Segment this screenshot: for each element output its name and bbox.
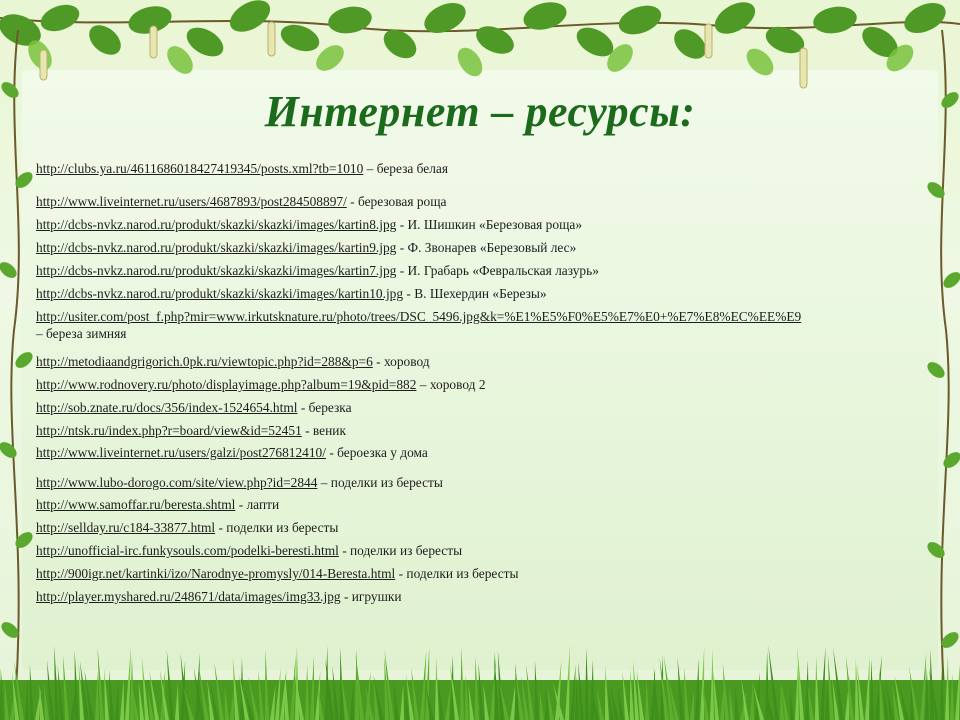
list-item: [36, 496, 279, 513]
list-item: [36, 262, 599, 279]
resource-description: - лапти: [235, 497, 280, 512]
resource-description: – поделки из бересты: [317, 475, 443, 490]
resource-description: - И. Шишкин «Березовая роща»: [396, 217, 583, 232]
resource-description: - В. Шехердин «Березы»: [403, 286, 547, 301]
resource-link[interactable]: http://dcbs-nvkz.narod.ru/produkt/skazki/skazki/images/kartin8.jpg: [36, 217, 397, 232]
resource-description: - поделки из бересты: [215, 520, 339, 535]
resource-link[interactable]: http://dcbs-nvkz.narod.ru/produkt/skazki/skazki/images/kartin7.jpg: [36, 263, 397, 278]
resource-description: – береза зимняя: [36, 326, 127, 341]
list-item: [36, 239, 576, 256]
grass-decoration: [0, 630, 960, 720]
resource-link[interactable]: http://dcbs-nvkz.narod.ru/produkt/skazki/skazki/images/kartin9.jpg: [36, 240, 397, 255]
resource-link[interactable]: http://dcbs-nvkz.narod.ru/produkt/skazki/skazki/images/kartin10.jpg: [36, 286, 404, 301]
resource-link[interactable]: http://unofficial-irc.funkysouls.com/podelki-beresti.html: [36, 543, 339, 558]
list-item: [36, 399, 352, 416]
resource-link[interactable]: http://www.samoffar.ru/beresta.shtml: [36, 497, 236, 512]
resource-description: - березовая роща: [346, 194, 447, 209]
list-item: [36, 216, 582, 233]
resource-description: - веник: [301, 423, 346, 438]
list-item: [36, 444, 428, 461]
resource-description: - Ф. Звонарев «Березовый лес»: [396, 240, 577, 255]
page-title: Интернет – ресурсы:: [264, 87, 696, 136]
resource-link[interactable]: http://www.rodnovery.ru/photo/displayimage.php?album=19&pid=882: [36, 377, 417, 392]
list-item: [36, 376, 486, 393]
list-item: [36, 519, 338, 536]
list-item: [36, 474, 443, 491]
resource-link[interactable]: http://clubs.ya.ru/4611686018427419345/posts.xml?tb=1010: [36, 161, 364, 176]
resource-link[interactable]: http://metodiaandgrigorich.0pk.ru/viewtopic.php?id=288&p=6: [36, 354, 373, 369]
resource-link[interactable]: http://www.lubo-dorogo.com/site/view.php?id=2844: [36, 475, 318, 490]
resource-link[interactable]: http://sob.znate.ru/docs/356/index-1524654.html: [36, 400, 298, 415]
resource-description: - И. Грабарь «Февральская лазурь»: [396, 263, 599, 278]
resource-description: – береза белая: [363, 161, 449, 176]
resource-description: - поделки из бересты: [338, 543, 463, 558]
list-item: [36, 160, 448, 177]
resource-link[interactable]: http://900igr.net/kartinki/izo/Narodnye-promysly/014-Beresta.html: [36, 566, 396, 581]
list-item: [36, 308, 916, 342]
resource-description: - хоровод: [372, 354, 430, 369]
list-item: [36, 542, 462, 559]
resource-description: - поделки из бересты: [395, 566, 519, 581]
resource-description: - бероезка у дома: [325, 445, 428, 460]
list-item: [36, 193, 447, 210]
list-item: [36, 565, 519, 582]
resource-description: - игрушки: [340, 589, 402, 604]
resource-link[interactable]: http://ntsk.ru/index.php?r=board/view&id=52451: [36, 423, 302, 438]
resource-description: – хоровод 2: [416, 377, 486, 392]
list-item: [36, 422, 346, 439]
list-item: [36, 353, 430, 370]
resource-link[interactable]: http://www.liveinternet.ru/users/galzi/post276812410/: [36, 445, 326, 460]
resource-link[interactable]: http://sellday.ru/c184-33877.html: [36, 520, 216, 535]
resource-link[interactable]: http://www.liveinternet.ru/users/4687893/post284508897/: [36, 194, 347, 209]
resource-link[interactable]: http://player.myshared.ru/248671/data/images/img33.jpg: [36, 589, 341, 604]
resource-link[interactable]: http://usiter.com/post_f.php?mir=www.irkutsknature.ru/photo/trees/DSC_5496.jpg&k=%E1%E5%F0%E5%E7%E0+%E7%E8%EC%EE%E9: [36, 309, 802, 324]
list-item: [36, 285, 547, 302]
resource-description: - березка: [297, 400, 352, 415]
list-item: [36, 588, 402, 605]
